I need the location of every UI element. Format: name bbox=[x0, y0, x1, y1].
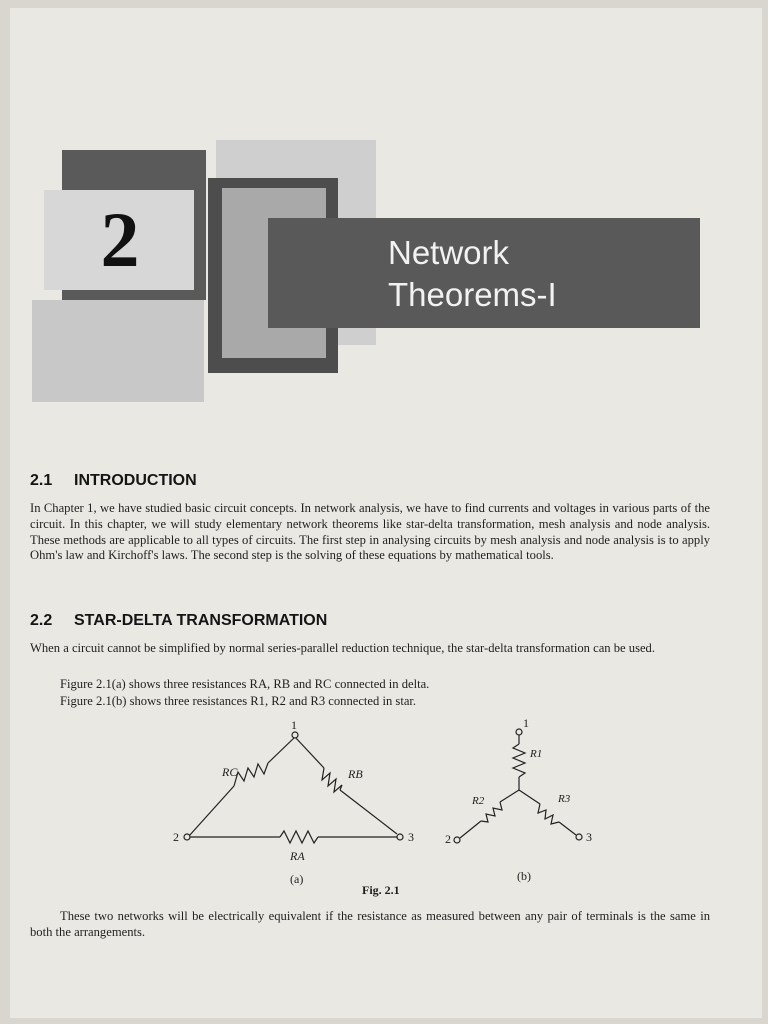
delta-wire bbox=[189, 786, 234, 836]
section-number: 2.1 bbox=[30, 472, 53, 489]
figure-a-label: (a) bbox=[290, 872, 304, 886]
resistor-ra bbox=[280, 831, 318, 843]
delta-node-1-label: 1 bbox=[291, 718, 297, 732]
delta-wire bbox=[340, 790, 397, 834]
figure-b-description: Figure 2.1(b) shows three resistances R1, R2 and R3 connected in star. bbox=[60, 694, 417, 708]
star-wire bbox=[500, 790, 519, 802]
resistor-rb bbox=[322, 768, 342, 792]
star-r1-label: R1 bbox=[530, 748, 543, 760]
section-number: 2.2 bbox=[30, 612, 53, 629]
resistor-rc bbox=[234, 763, 268, 786]
star-r3-label: R3 bbox=[558, 793, 571, 805]
figure-caption: Fig. 2.1 bbox=[362, 883, 400, 897]
figure-b-label: (b) bbox=[517, 869, 531, 883]
chapter-title-line1: Network bbox=[388, 234, 510, 271]
chapter-number: 2 bbox=[100, 196, 140, 283]
delta-rc-label: RC bbox=[222, 765, 238, 779]
star-wire bbox=[559, 822, 576, 835]
star-wire bbox=[519, 790, 540, 804]
introduction-paragraph: In Chapter 1, we have studied basic circuit concepts. In network analysis, we have to find currents and voltages in various parts of the circuit. In this chapter, we will study elementary network theorems like star-delta transformation, mesh analysis and node analysis. These methods are applicable to all types of circuits. The first step in analysing circuits by mesh analysis and node analysis is to apply Ohm's law and Kirchoff's laws. The second step is the solving of these equations by mathematical tools. bbox=[30, 501, 710, 563]
delta-rb-label: RB bbox=[348, 767, 363, 781]
terminal-3 bbox=[397, 834, 403, 840]
delta-node-2-label: 2 bbox=[173, 830, 179, 844]
delta-ra-label: RA bbox=[290, 849, 305, 863]
terminal-2 bbox=[184, 834, 190, 840]
resistor-r1 bbox=[513, 744, 525, 777]
delta-wire bbox=[295, 737, 324, 768]
section-title: INTRODUCTION bbox=[74, 472, 197, 489]
figure-a-description: Figure 2.1(a) shows three resistances RA, RB and RC connected in delta. bbox=[60, 677, 430, 691]
terminal-3 bbox=[576, 834, 582, 840]
star-node-3-label: 3 bbox=[586, 830, 592, 844]
star-node-2-label: 2 bbox=[445, 832, 451, 846]
delta-node-3-label: 3 bbox=[408, 830, 414, 844]
delta-wire bbox=[268, 737, 295, 763]
chapter-title-line2: Theorems-I bbox=[388, 276, 557, 313]
terminal-2 bbox=[454, 837, 460, 843]
star-node-1-label: 1 bbox=[523, 716, 529, 730]
star-wire bbox=[460, 821, 481, 838]
terminal-1 bbox=[516, 729, 522, 735]
section-title: STAR-DELTA TRANSFORMATION bbox=[74, 612, 328, 629]
closing-paragraph: These two networks will be electrically equivalent if the resistance as measured between any pair of terminals is the same in both the arrangements. bbox=[30, 909, 710, 939]
star-delta-paragraph: When a circuit cannot be simplified by normal series-parallel reduction technique, the star-delta transformation can be used. bbox=[30, 641, 656, 655]
star-r2-label: R2 bbox=[472, 795, 485, 807]
resistor-r3 bbox=[538, 804, 559, 824]
